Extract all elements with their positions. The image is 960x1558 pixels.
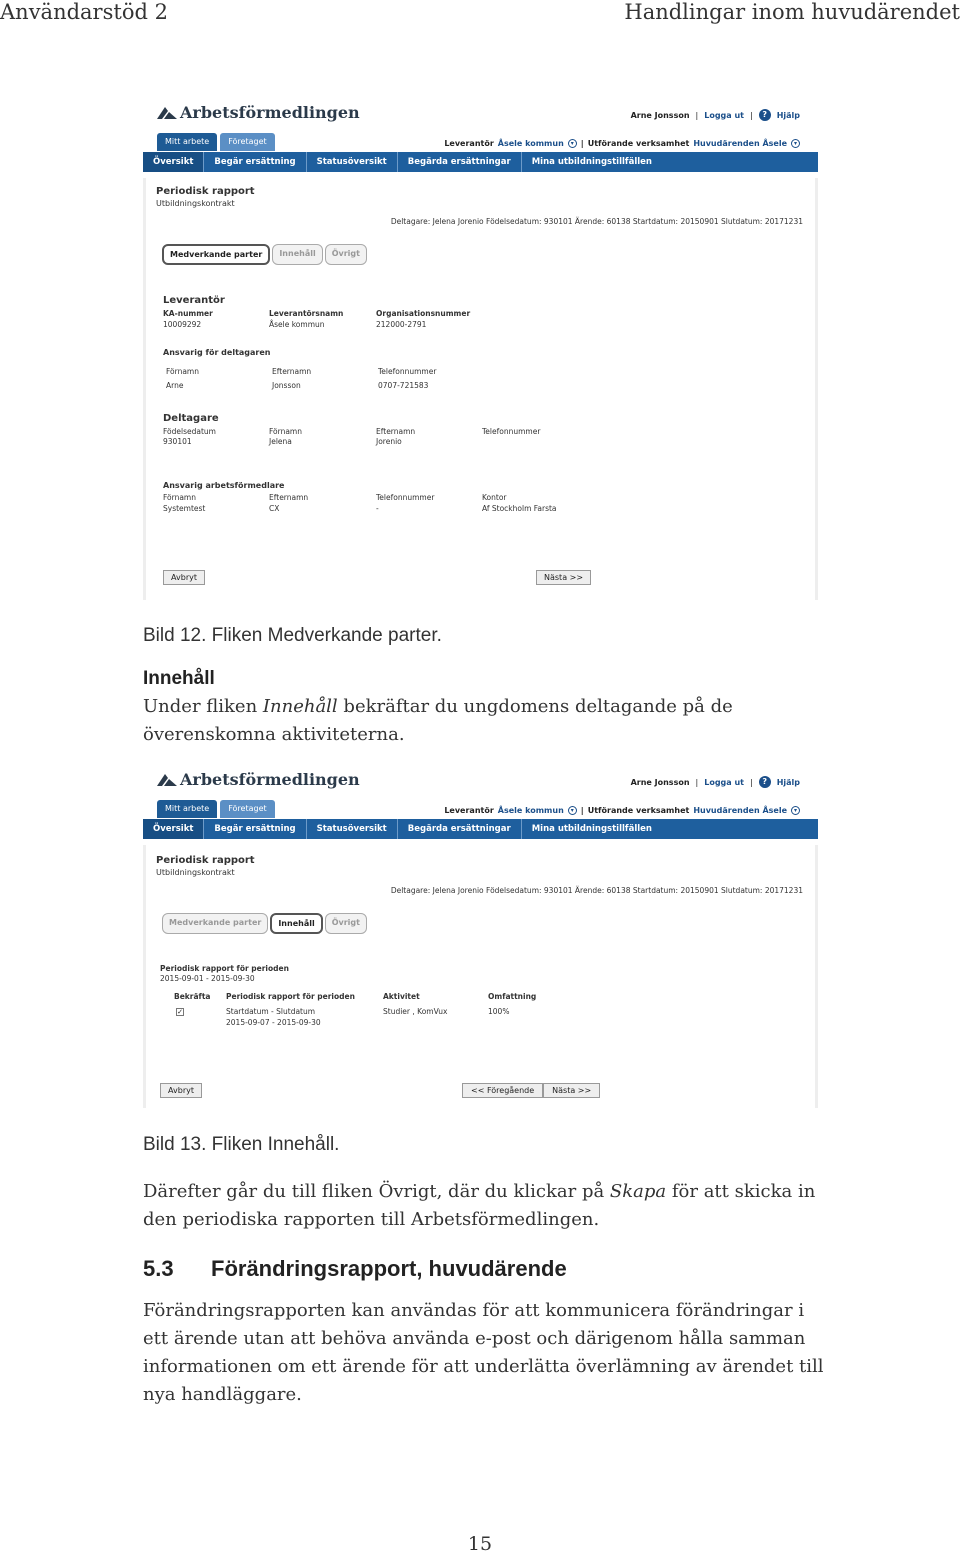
report-subtitle: Utbildningskontrakt (156, 868, 235, 877)
period-heading: Periodisk rapport för perioden (160, 964, 289, 973)
arbetsformedlingen-logo: Arbetsförmedlingen (157, 103, 360, 122)
leverantor-select[interactable]: Åsele kommun (497, 139, 564, 148)
figure-caption-13: Bild 13. Fliken Innehåll. (143, 1134, 340, 1155)
paragraph-ovrigt: Därefter går du till fliken Övrigt, där du klickar på Skapa för att skicka in den periodiska rapporten till Arbetsförmedlingen. (143, 1181, 816, 1230)
main-nav (143, 152, 818, 172)
tab-innehall[interactable]: Innehåll (272, 244, 322, 265)
nav-oversikt[interactable]: Översikt (143, 152, 204, 172)
chevron-down-icon[interactable]: ▾ (791, 139, 800, 148)
chevron-down-icon[interactable]: ▾ (568, 806, 577, 815)
confirm-checkbox[interactable]: ✓ (177, 1008, 183, 1016)
main-nav (143, 819, 818, 839)
cancel-button[interactable]: Avbryt (160, 1083, 202, 1098)
report-subtitle: Utbildningskontrakt (156, 199, 235, 208)
logout-link[interactable]: Logga ut (704, 777, 744, 787)
report-title: Periodisk rapport (156, 855, 255, 866)
nav-mina-utbildningstillfallen[interactable]: Mina utbildningstillfällen (531, 157, 652, 167)
tab-foretaget[interactable]: Företaget (220, 133, 274, 151)
nav-mina-utbildningstillfallen[interactable]: Mina utbildningstillfällen (531, 824, 652, 834)
tab-ovrigt[interactable]: Övrigt (325, 913, 367, 934)
section-heading (143, 1256, 567, 1282)
tab-medverkande-parter[interactable]: Medverkande parter (162, 244, 270, 265)
screenshot-medverkande-parter (143, 95, 818, 600)
verksamhet-select[interactable]: Huvudärenden Åsele (693, 806, 787, 815)
nav-begar-ersattning[interactable]: Begär ersättning (204, 152, 306, 172)
figure-caption-12: Bild 12. Fliken Medverkande parter. (143, 625, 442, 646)
tab-medverkande-parter[interactable]: Medverkande parter (162, 913, 268, 934)
main-tabs (157, 800, 275, 818)
nav-oversikt[interactable]: Översikt (143, 819, 204, 839)
nav-begarda-ersattningar[interactable]: Begärda ersättningar (398, 152, 522, 172)
logo-mark-icon (157, 105, 177, 121)
user-bar: Arne Jonsson | Logga ut | ? Hjälp (630, 777, 800, 787)
report-tabs (162, 913, 367, 934)
nav-statusoversikt[interactable]: Statusöversikt (307, 819, 398, 839)
nav-begar-ersattning[interactable]: Begär ersättning (204, 819, 306, 839)
verksamhet-select[interactable]: Huvudärenden Åsele (693, 139, 787, 148)
tab-ovrigt[interactable]: Övrigt (325, 244, 367, 265)
report-tabs (162, 244, 367, 265)
logo-mark-icon (157, 772, 177, 788)
paragraph-innehall: Under fliken Innehåll bekräftar du ungdomens deltagande på de överenskomna aktiviteterna. (143, 696, 733, 745)
nav-statusoversikt[interactable]: Statusöversikt (307, 152, 398, 172)
arbetsformedlingen-logo: Arbetsförmedlingen (157, 770, 360, 789)
section-title: Förändringsrapport, huvudärende (211, 1256, 567, 1281)
chevron-down-icon[interactable]: ▾ (791, 806, 800, 815)
user-name: Arne Jonsson (630, 110, 690, 120)
tab-innehall[interactable]: Innehåll (270, 913, 322, 934)
report-panel: Periodisk rapport Utbildningskontrakt Deltagare: Jelena Jorenio Födelsedatum: 930101 Ärende: 60138 Startdatum: 20150901 Slutdatum: 20171231 Medverkande parter Innehåll Övrigt Periodisk rapport för perioden 2015-09-01 - 2015-09-30 Bekräfta Periodisk rapport för perioden Aktivitet Omfattning ✓ Startdatum - Slutdatum 2015-09-07 - 2015-09-30 Studier , KomVux 100% Avbryt << Föregående Nästa >> (143, 845, 818, 1108)
user-name: Arne Jonsson (630, 777, 690, 787)
running-header-right: Handlingar inom huvudärendet (624, 0, 960, 24)
tab-foretaget[interactable]: Företaget (220, 800, 274, 818)
tab-mitt-arbete[interactable]: Mitt arbete (157, 133, 217, 151)
previous-button[interactable]: << Föregående (462, 1083, 543, 1098)
user-bar: Arne Jonsson | Logga ut | ? Hjälp (630, 110, 800, 120)
next-button[interactable]: Nästa >> (536, 570, 591, 585)
report-panel: Periodisk rapport Utbildningskontrakt Deltagare: Jelena Jorenio Födelsedatum: 930101 Ärende: 60138 Startdatum: 20150901 Slutdatum: 20171231 Medverkande parter Innehåll Övrigt Leverantör KA-nummer Leverantörsnamn Organisationsnummer 10009292 Åsele kommun 212000-2791 Ansvarig för deltagaren Förnamn Efternamn Telefonnummer Arne Jonsson 0707-721583 Deltagare Födelsedatum Förnamn Efternamn Telefonnummer 930101 Jelena Jorenio Ansvarig arbetsförmedlare Förnamn Efternamn Telefonnummer Kontor Systemtest CX - Af Stockholm Farsta Avbryt Nästa >> (143, 178, 818, 600)
participant-meta: Deltagare: Jelena Jorenio Födelsedatum: 930101 Ärende: 60138 Startdatum: 20150901 Slutdatum: 20171231 (390, 217, 803, 226)
logout-link[interactable]: Logga ut (704, 110, 744, 120)
context-bar: Leverantör Åsele kommun ▾ | Utförande verksamhet Huvudärenden Åsele ▾ (444, 139, 800, 148)
section-number: 5.3 (143, 1256, 174, 1281)
paragraph-forandringsrapport: Förändringsrapporten kan användas för att kommunicera förändringar i ett ärende utan att behöva använda e-post och därigenom hålla samman informationen om ett ärende för att underlätta överlämning av ärendet till nya handläggare. (143, 1300, 824, 1405)
chevron-down-icon[interactable]: ▾ (568, 139, 577, 148)
main-tabs (157, 133, 275, 151)
leverantor-heading: Leverantör (163, 295, 225, 306)
running-header-left: Användarstöd 2 (0, 0, 168, 24)
help-link[interactable]: Hjälp (776, 110, 800, 120)
tab-mitt-arbete[interactable]: Mitt arbete (157, 800, 217, 818)
ansvarig-deltagaren-heading: Ansvarig för deltagaren (163, 348, 271, 357)
leverantor-select[interactable]: Åsele kommun (497, 806, 564, 815)
page-number: 15 (467, 1533, 493, 1555)
next-button[interactable]: Nästa >> (543, 1083, 600, 1098)
screenshot-innehall (143, 762, 818, 1108)
report-title: Periodisk rapport (156, 186, 255, 197)
deltagare-heading: Deltagare (163, 413, 219, 424)
help-icon[interactable]: ? (759, 776, 771, 788)
heading-innehall: Innehåll (143, 668, 215, 689)
context-bar: Leverantör Åsele kommun ▾ | Utförande verksamhet Huvudärenden Åsele ▾ (444, 806, 800, 815)
nav-begarda-ersattningar[interactable]: Begärda ersättningar (398, 819, 522, 839)
cancel-button[interactable]: Avbryt (163, 570, 205, 585)
ansvarig-af-heading: Ansvarig arbetsförmedlare (163, 481, 285, 490)
period-range: 2015-09-01 - 2015-09-30 (160, 974, 255, 983)
help-link[interactable]: Hjälp (776, 777, 800, 787)
help-icon[interactable]: ? (759, 109, 771, 121)
pager-buttons (462, 1083, 600, 1098)
participant-meta: Deltagare: Jelena Jorenio Födelsedatum: 930101 Ärende: 60138 Startdatum: 20150901 Slutdatum: 20171231 (390, 886, 803, 895)
